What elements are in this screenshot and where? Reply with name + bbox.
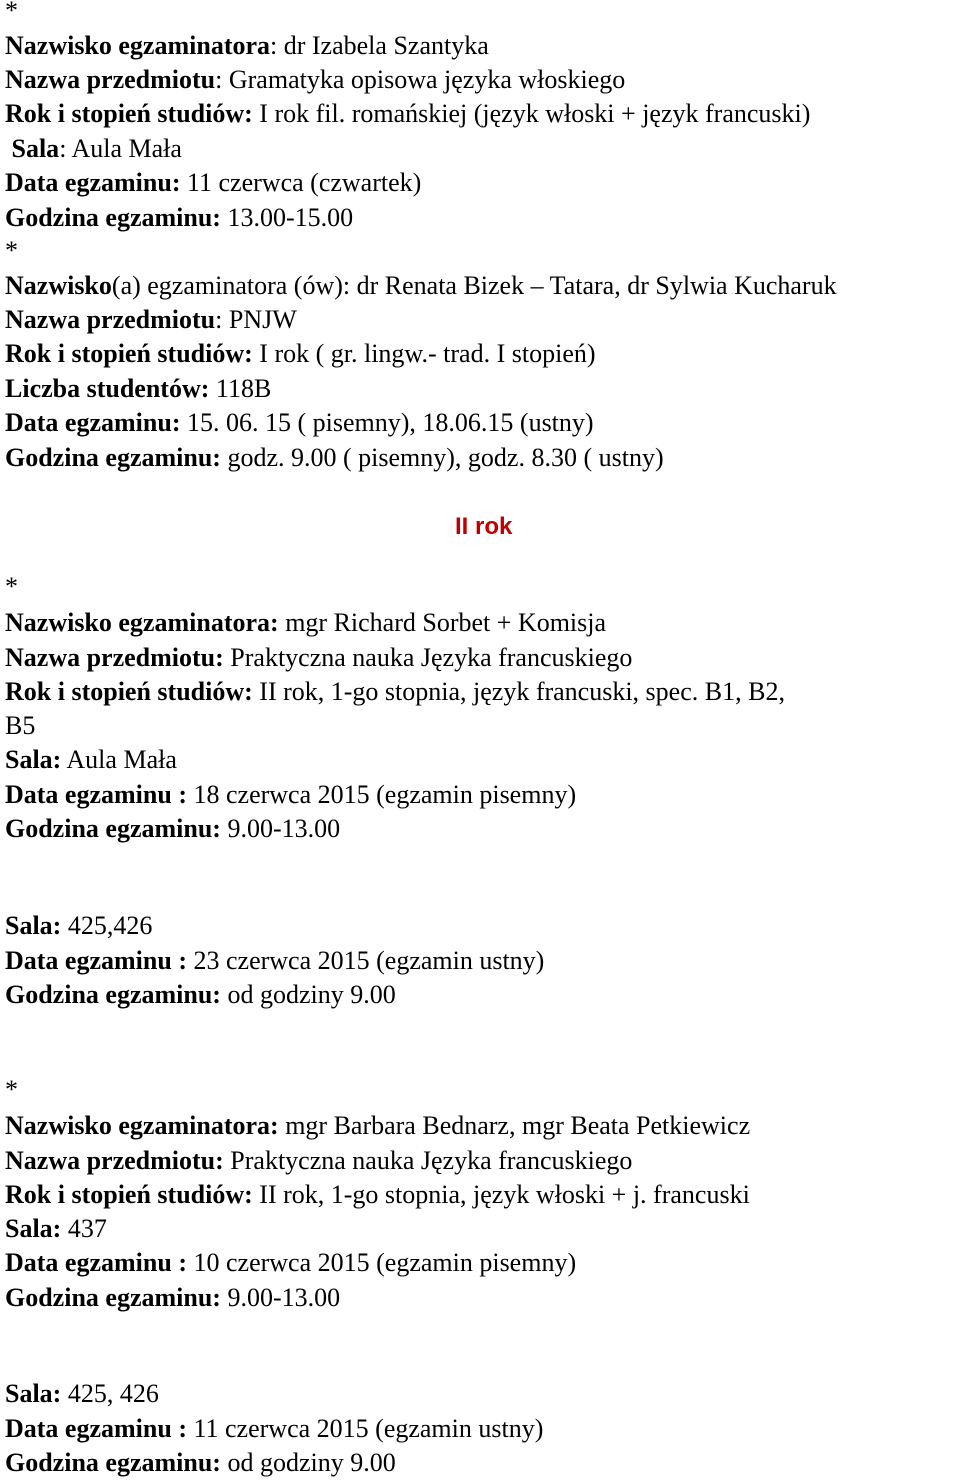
date-label: Data egzaminu : (5, 1248, 187, 1277)
year-label: Rok i stopień studiów: (5, 677, 253, 706)
subject-line (5, 643, 632, 673)
year-value: I rok ( gr. lingw.- trad. I stopień) (252, 339, 596, 368)
room-label: Sala: (5, 1379, 62, 1408)
examiner-line (5, 31, 489, 61)
room-value: 425, 426 (61, 1379, 159, 1408)
time-value: od godziny 9.00 (220, 980, 396, 1009)
room-line (5, 134, 182, 164)
time-line (5, 203, 353, 233)
time-value: 9.00-13.00 (220, 1283, 341, 1312)
date-line (5, 1248, 576, 1278)
room-value: 437 (61, 1214, 107, 1243)
date-value: 11 czerwca 2015 (egzamin ustny) (186, 1414, 544, 1443)
entry-separator (5, 236, 18, 266)
examiner-label: Nazwisko egzaminatora: (5, 1111, 279, 1140)
student-count-line (5, 374, 271, 404)
date-value: 15. 06. 15 ( pisemny), 18.06.15 (ustny) (180, 408, 594, 437)
subject-label: Nazwa przedmiotu (5, 305, 216, 334)
year-line (5, 1180, 750, 1210)
examiner-line (5, 1111, 750, 1141)
separator-star: * (5, 236, 18, 265)
student-count-value: 118B (209, 374, 272, 403)
date-line (5, 780, 576, 810)
room-value: : Aula Mała (59, 134, 182, 163)
subject-value: Praktyczna nauka Języka francuskiego (223, 1146, 633, 1175)
room-label: Sala: (5, 745, 62, 774)
time-label: Godzina egzaminu: (5, 814, 221, 843)
subject-line (5, 1146, 632, 1176)
date-value: 10 czerwca 2015 (egzamin pisemny) (186, 1248, 577, 1277)
time-value: 13.00-15.00 (220, 203, 354, 232)
time-label: Godzina egzaminu: (5, 980, 221, 1009)
date-label: Data egzaminu : (5, 780, 187, 809)
subject-label: Nazwa przedmiotu (5, 65, 216, 94)
room-value: Aula Mała (61, 745, 177, 774)
examiner-label: Nazwisko (5, 271, 112, 300)
time-label: Godzina egzaminu: (5, 203, 221, 232)
examiner-label: Nazwisko egzaminatora: (5, 608, 279, 637)
time-line (5, 1448, 396, 1478)
date-line (5, 1414, 543, 1444)
examiner-value: mgr Barbara Bednarz, mgr Beata Petkiewicz (278, 1111, 751, 1140)
date-label: Data egzaminu: (5, 408, 181, 437)
examiner-label: Nazwisko egzaminatora (5, 31, 271, 60)
student-count-label: Liczba studentów: (5, 374, 210, 403)
time-value: 9.00-13.00 (220, 814, 341, 843)
examiner-line (5, 608, 606, 638)
year-line (5, 677, 785, 707)
section-heading: II rok (455, 513, 513, 540)
time-label: Godzina egzaminu: (5, 1448, 221, 1477)
date-line (5, 408, 594, 438)
time-label: Godzina egzaminu: (5, 1283, 221, 1312)
year-line (5, 339, 596, 369)
year-label: Rok i stopień studiów: (5, 339, 253, 368)
room-label: Sala: (5, 911, 62, 940)
time-line (5, 443, 664, 473)
year-label: Rok i stopień studiów: (5, 99, 253, 128)
time-value: godz. 9.00 ( pisemny), godz. 8.30 ( ustny) (220, 443, 664, 472)
room-line (5, 745, 177, 775)
subject-line (5, 65, 625, 95)
examiner-value: : dr Izabela Szantyka (270, 31, 489, 60)
time-line (5, 1283, 340, 1313)
separator-star: * (5, 572, 18, 601)
separator-star: * (5, 0, 18, 25)
room-label: Sala (11, 134, 60, 163)
entry-separator (5, 1075, 18, 1105)
subject-label: Nazwa przedmiotu: (5, 643, 224, 672)
date-value: 18 czerwca 2015 (egzamin pisemny) (186, 780, 577, 809)
date-label: Data egzaminu : (5, 946, 187, 975)
room-line (5, 1214, 107, 1244)
date-label: Data egzaminu: (5, 168, 181, 197)
time-line (5, 980, 396, 1010)
examiner-line (5, 271, 837, 301)
subject-label: Nazwa przedmiotu: (5, 1146, 224, 1175)
room-line (5, 911, 152, 941)
room-label: Sala: (5, 1214, 62, 1243)
date-line (5, 946, 544, 976)
year-value: II rok, 1-go stopnia, język włoski + j. francuski (252, 1180, 750, 1209)
date-value: 11 czerwca (czwartek) (180, 168, 422, 197)
subject-value: Praktyczna nauka Języka francuskiego (223, 643, 633, 672)
subject-value: : Gramatyka opisowa języka włoskiego (215, 65, 626, 94)
subject-line (5, 305, 297, 335)
year-line-continued (5, 711, 35, 741)
time-value: od godziny 9.00 (220, 1448, 396, 1477)
room-line (5, 1379, 159, 1409)
year-value: II rok, 1-go stopnia, język francuski, spec. B1, B2, (252, 677, 785, 706)
examiner-value: mgr Richard Sorbet + Komisja (278, 608, 607, 637)
entry-separator (5, 572, 18, 602)
year-value-continued: B5 (5, 711, 36, 740)
year-line (5, 99, 810, 129)
time-label: Godzina egzaminu: (5, 443, 221, 472)
date-value: 23 czerwca 2015 (egzamin ustny) (186, 946, 545, 975)
year-label: Rok i stopień studiów: (5, 1180, 253, 1209)
date-label: Data egzaminu : (5, 1414, 187, 1443)
examiner-value: (a) egzaminatora (ów): dr Renata Bizek – Tatara, dr Sylwia Kucharuk (111, 271, 837, 300)
date-line (5, 168, 421, 198)
subject-value: : PNJW (215, 305, 297, 334)
time-line (5, 814, 340, 844)
entry-separator (5, 0, 18, 26)
year-value: I rok fil. romańskiej (język włoski + język francuski) (252, 99, 811, 128)
room-value: 425,426 (61, 911, 153, 940)
separator-star: * (5, 1075, 18, 1104)
